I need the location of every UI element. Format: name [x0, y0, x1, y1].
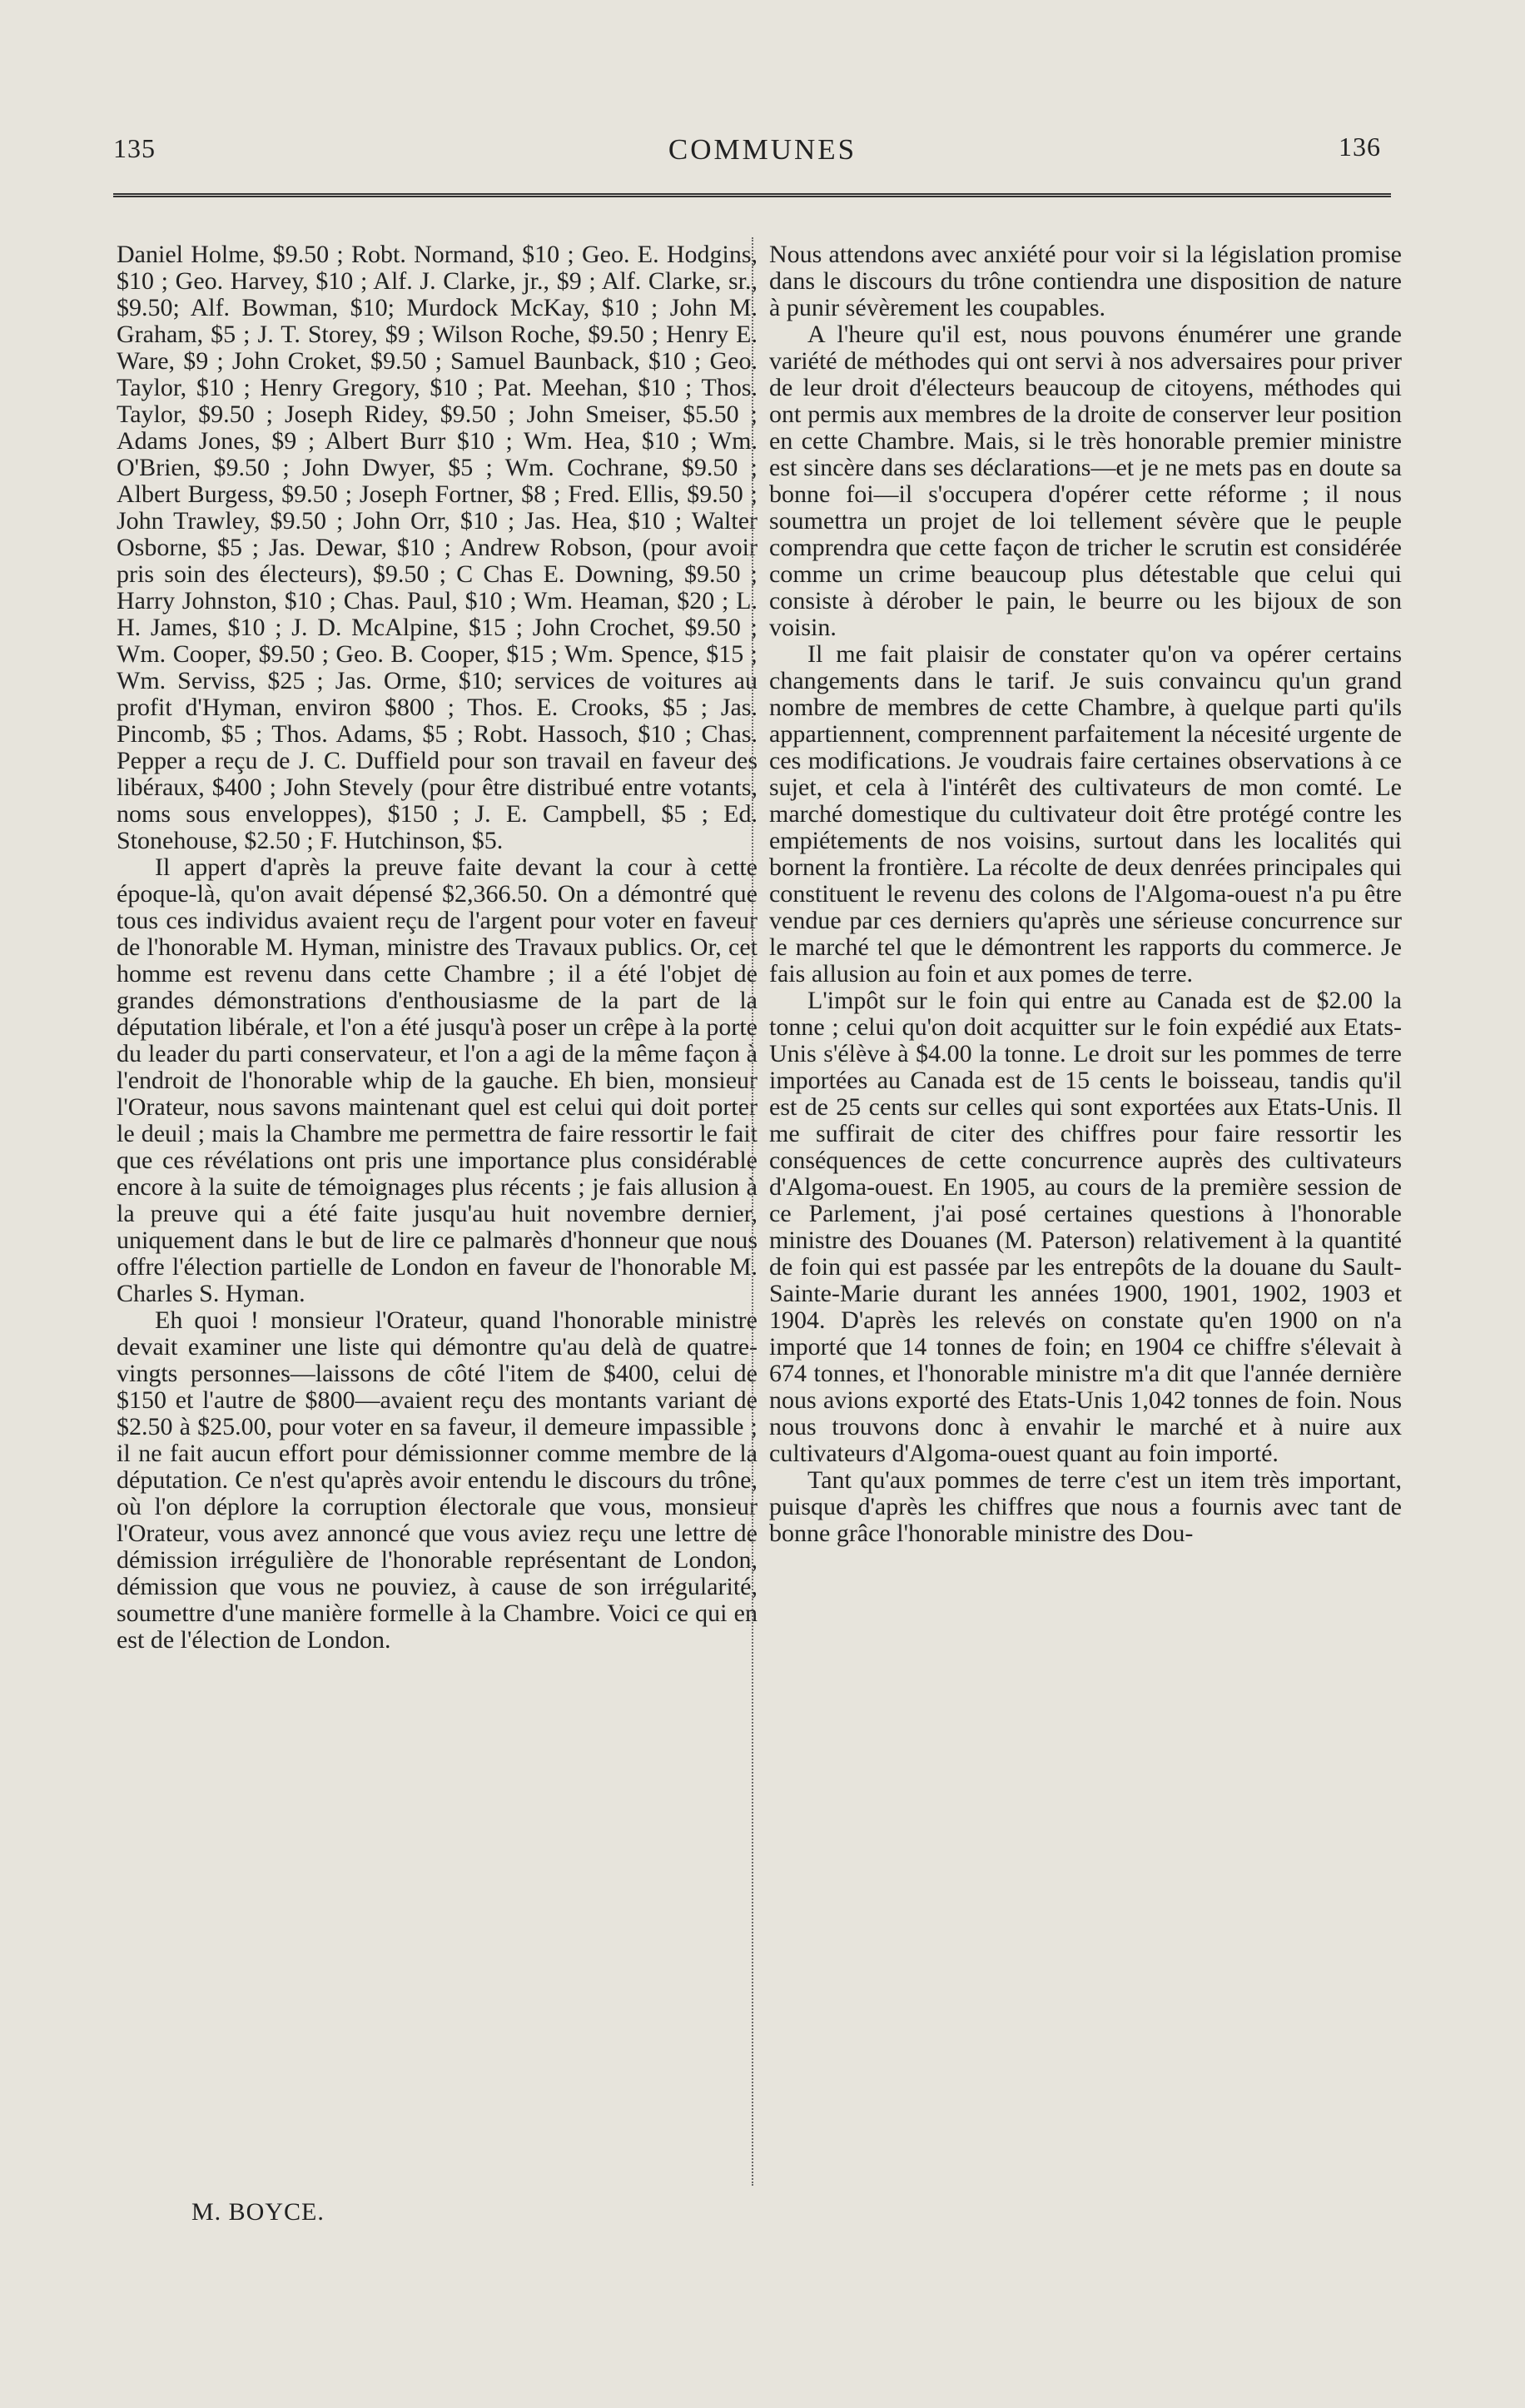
paragraph-evidence: Il appert d'après la preuve faite devant la cour à cette époque-là, qu'on avait dépensé $2,366.50. On a démontré que tous ces individus avaient reçu de l'argent pour voter en faveur de l'honorable M. Hyman, ministre des Travaux publics. Or, cet homme est revenu dans cette Chambre ; il a été l'objet de grandes démonstrations d'enthousiasme de la part de la députation libérale, et l'on a été jusqu'à poser un crêpe à la porte du leader du parti conservateur, et l'on a agi de la même façon à l'endroit de l'honorable whip de la gauche. Eh bien, monsieur l'Orateur, nous savons maintenant quel est celui qui doit porter le deuil ; mais la Chambre me permettra de faire ressortir le fait que ces révélations ont pris une importance plus considérable encore à la suite de témoignages plus récents ; je fais allusion à la preuve qui a été faite jusqu'au huit novembre dernier, uniquement dans le but de lire ce palmarès d'honneur que nous offre l'élection partielle de London en faveur de l'honorable M. Charles S. Hyman. [117, 853, 758, 1307]
paragraph-tariff: Il me fait plaisir de constater qu'on va opérer certains changements dans le tarif. Je suis convaincu qu'un grand nombre de membres de cette Chambre, à quelque parti qu'ils appartiennent, comprennent parfaitement la nécesité urgente de ces modifications. Je voudrais faire certaines observations à ce sujet, et cela à l'intérêt des cultivateurs de mon comté. Le marché domestique du cultivateur doit être protégé contre les empiétements de nos voisins, surtout dans les localités qui bornent la frontière. La récolte de deux denrées principales qui constituent le revenu des colons de l'Algoma-ouest n'a pu être vendue par ces derniers qu'après une sérieuse concurrence sur le marché tel que le démontrent les rapports du commerce. Je fais allusion au foin et aux pomes de terre. [769, 640, 1402, 988]
header-rule [113, 193, 1391, 197]
speaker-signature: M. BOYCE. [191, 2198, 325, 2226]
paragraph-hay-duty: L'impôt sur le foin qui entre au Canada est de $2.00 la tonne ; celui qu'on doit acquitter sur le foin expédié aux Etats-Unis s'élève à $4.00 la tonne. Le droit sur les pommes de terre importées au Canada est de 15 cents le boisseau, tandis qu'il est de 25 cents sur celles qui sont exportées aux Etats-Unis. Il me suffirait de citer des chiffres pour faire ressortir les conséquences de cette concurrence auprès des cultivateurs d'Algoma-ouest. En 1905, au cours de la première session de ce Parlement, j'ai posé certaines questions à l'honorable ministre des Douanes (M. Paterson) relativement à la quantité de foin qui est passée par les entrepôts de la douane du Sault-Sainte-Marie durant les années 1900, 1901, 1902, 1903 et 1904. D'après les relevés on constate qu'en 1900 on n'a importé que 14 tonnes de foin; en 1904 ce chiffre s'élevait à 674 tonnes, et l'honorable ministre m'a dit que l'année dernière nous avions exporté des Etats-Unis 1,042 tonnes de foin. Nous nous trouvons donc à envahir le marché et à nuire aux cultivateurs d'Algoma-ouest quant au foin importé. [769, 987, 1402, 1467]
page-number-left: 135 [113, 133, 156, 163]
left-column [117, 241, 758, 1654]
right-column [769, 241, 1402, 1547]
paragraph-payment-list: Daniel Holme, $9.50 ; Robt. Normand, $10 ; Geo. E. Hodgins, $10 ; Geo. Harvey, $10 ; Alf. J. Clarke, jr., $9 ; Alf. Clarke, sr., $9.50; Alf. Bowman, $10; Murdock McKay, $10 ; John M. Graham, $5 ; J. T. Storey, $9 ; Wilson Roche, $9.50 ; Henry E. Ware, $9 ; John Croket, $9.50 ; Samuel Baunback, $10 ; Geo. Taylor, $10 ; Henry Gregory, $10 ; Pat. Meehan, $10 ; Thos. Taylor, $9.50 ; Joseph Ridey, $9.50 ; John Smeiser, $5.50 ; Adams Jones, $9 ; Albert Burr $10 ; Wm. Hea, $10 ; Wm. O'Brien, $9.50 ; John Dwyer, $5 ; Wm. Cochrane, $9.50 ; Albert Burgess, $9.50 ; Joseph Fortner, $8 ; Fred. Ellis, $9.50 ; John Trawley, $9.50 ; John Orr, $10 ; Jas. Hea, $10 ; Walter Osborne, $5 ; Jas. Dewar, $10 ; Andrew Robson, (pour avoir pris soin des électeurs), $9.50 ; C Chas E. Downing, $9.50 ; Harry Johnston, $10 ; Chas. Paul, $10 ; Wm. Heaman, $20 ; L. H. James, $10 ; J. D. McAlpine, $15 ; John Crochet, $9.50 ; Wm. Cooper, $9.50 ; Geo. B. Cooper, $15 ; Wm. Spence, $15 ; Wm. Serviss, $25 ; Jas. Orme, $10; services de voitures au profit d'Hyman, environ $800 ; Thos. E. Crooks, $5 ; Jas. Pincomb, $5 ; Thos. Adams, $5 ; Robt. Hassoch, $10 ; Chas. Pepper a reçu de J. C. Duffield pour son travail en faveur des libéraux, $400 ; John Stevely (pour être distribué entre votants, noms sous enveloppes), $150 ; J. E. Campbell, $5 ; Ed. Stonehouse, $2.50 ; F. Hutchinson, $5. [117, 241, 758, 854]
page-number-right: 136 [1339, 132, 1381, 162]
paragraph-legislation: Nous attendons avec anxiété pour voir si la législation promise dans le discours du trône contiendra une disposition de nature à punir sévèrement les coupables. [769, 241, 1402, 321]
paragraph-potatoes: Tant qu'aux pommes de terre c'est un item très important, puisque d'après les chiffres que nous a fournis avec tant de bonne grâce l'honorable ministre des Dou- [769, 1466, 1402, 1547]
paragraph-methods: A l'heure qu'il est, nous pouvons énumérer une grande variété de méthodes qui ont servi à nos adversaires pour priver de leur droit d'électeurs beaucoup de citoyens, méthodes qui ont permis aux membres de la droite de conserver leur position en cette Chambre. Mais, si le très honorable premier ministre est sincère dans ses déclarations—et je ne mets pas en doute sa bonne foi—il s'occupera d'opérer cette réforme ; il nous soumettra un projet de loi tellement sévère que le peuple comprendra que cette façon de tricher le scrutin est considérée comme un crime beaucoup plus détestable que celui qui consiste à dérober le pain, le beurre ou les bijoux de son voisin. [769, 321, 1402, 641]
column-divider [752, 237, 753, 2186]
running-title: COMMUNES [668, 133, 857, 166]
paragraph-minister: Eh quoi ! monsieur l'Orateur, quand l'honorable ministre devait examiner une liste qui démontre qu'au delà de quatre-vingts personnes—laissons de côté l'item de $400, celui de $150 et l'autre de $800—avaient reçu des montants variant de $2.50 à $25.00, pour voter en sa faveur, il demeure impassible ; il ne fait aucun effort pour démissionner comme membre de la députation. Ce n'est qu'après avoir entendu le discours du trône, où l'on déplore la corruption électorale que vous, monsieur l'Orateur, vous avez annoncé que vous aviez reçu une lettre de démission irrégulière de l'honorable représentant de London, démission que vous ne pouviez, à cause de son irrégularité, soumettre d'une manière formelle à la Chambre. Voici ce qui en est de l'élection de London. [117, 1306, 758, 1654]
